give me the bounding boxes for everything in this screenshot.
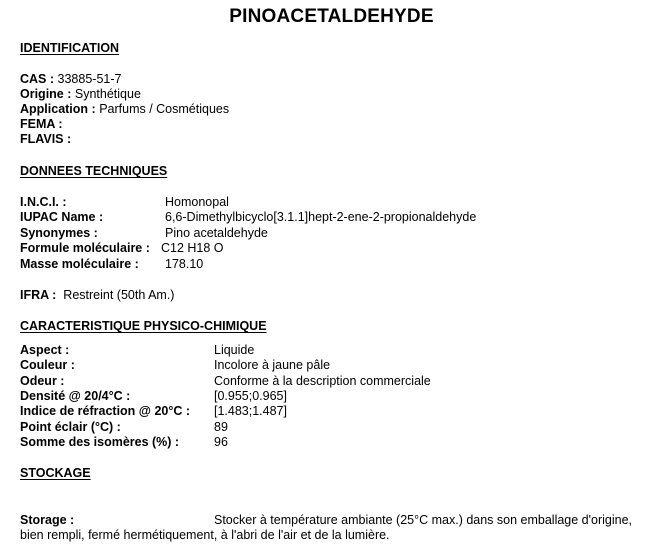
field-label: Origine : [20,87,72,101]
field-label: Synonymes : [20,226,98,240]
technical-value-inci: Homonopal [165,195,229,209]
identification-row-cas [20,72,121,87]
section-heading-identification: IDENTIFICATION [20,41,120,55]
field-label: Masse moléculaire : [20,257,139,271]
field-label: IFRA : [20,288,57,302]
field-value: Parfums / Cosmétiques [99,102,230,116]
field-value: 33885-51-7 [57,72,122,86]
document-title: PINOACETALDEHYDE [229,6,434,27]
physico-label-odeur [20,374,64,389]
physico-value-densite: [0.955;0.965] [214,389,287,403]
ifra-row [20,288,174,303]
identification-row-fema [20,117,63,132]
field-label: FEMA : [20,117,63,131]
physico-label-couleur [20,358,75,373]
field-label: IUPAC Name : [20,210,104,224]
technical-label-formule [20,241,150,256]
storage-text-line1: Stocker à température ambiante (25°C max.) dans son emballage d'origine, [214,513,633,527]
field-value: Restreint (50th Am.) [63,288,175,302]
storage-label [20,513,74,528]
technical-label-inci [20,195,67,210]
physico-value-isomeres: 96 [214,435,228,449]
field-label: Somme des isomères (%) : [20,435,180,449]
technical-label-synonymes [20,226,98,241]
field-label: Odeur : [20,374,65,388]
field-label: Densité @ 20/4°C : [20,389,131,403]
physico-value-odeur: Conforme à la description commerciale [214,374,431,388]
identification-row-origine [20,87,141,102]
physico-value-point-eclair: 89 [214,420,228,434]
section-heading-physico: CARACTERISTIQUE PHYSICO-CHIMIQUE [20,319,267,333]
physico-label-densite [20,389,130,404]
physico-label-refraction [20,404,190,419]
section-heading-technical: DONNEES TECHNIQUES [20,164,168,178]
technical-label-iupac [20,210,103,225]
field-label: Aspect : [20,343,70,357]
technical-value-masse: 178.10 [165,257,204,271]
technical-value-iupac: 6,6-Dimethylbicyclo[3.1.1]hept-2-ene-2-propionaldehyde [165,210,477,224]
technical-value-formule: C12 H18 O [161,241,224,255]
field-label: Formule moléculaire : [20,241,150,255]
field-label: Couleur : [20,358,75,372]
field-label: Point éclair (°C) : [20,420,121,434]
field-label: CAS : [20,72,55,86]
physico-label-aspect [20,343,69,358]
storage-text-line2: bien rempli, fermé hermétiquement, à l'abri de l'air et de la lumière. [20,528,390,542]
field-label: FLAVIS : [20,132,72,146]
identification-row-flavis [20,132,71,147]
field-label: Storage : [20,513,75,527]
section-heading-storage: STOCKAGE [20,466,91,480]
physico-label-isomeres [20,435,179,450]
physico-value-aspect: Liquide [214,343,255,357]
technical-label-masse [20,257,139,272]
technical-value-synonymes: Pino acetaldehyde [165,226,268,240]
field-label: Application : [20,102,96,116]
field-value: Synthétique [74,87,141,101]
physico-label-point-eclair [20,420,121,435]
identification-row-application [20,102,229,117]
physico-value-refraction: [1.483;1.487] [214,404,287,418]
field-label: I.N.C.I. : [20,195,67,209]
physico-value-couleur: Incolore à jaune pâle [214,358,331,372]
field-label: Indice de réfraction @ 20°C : [20,404,191,418]
